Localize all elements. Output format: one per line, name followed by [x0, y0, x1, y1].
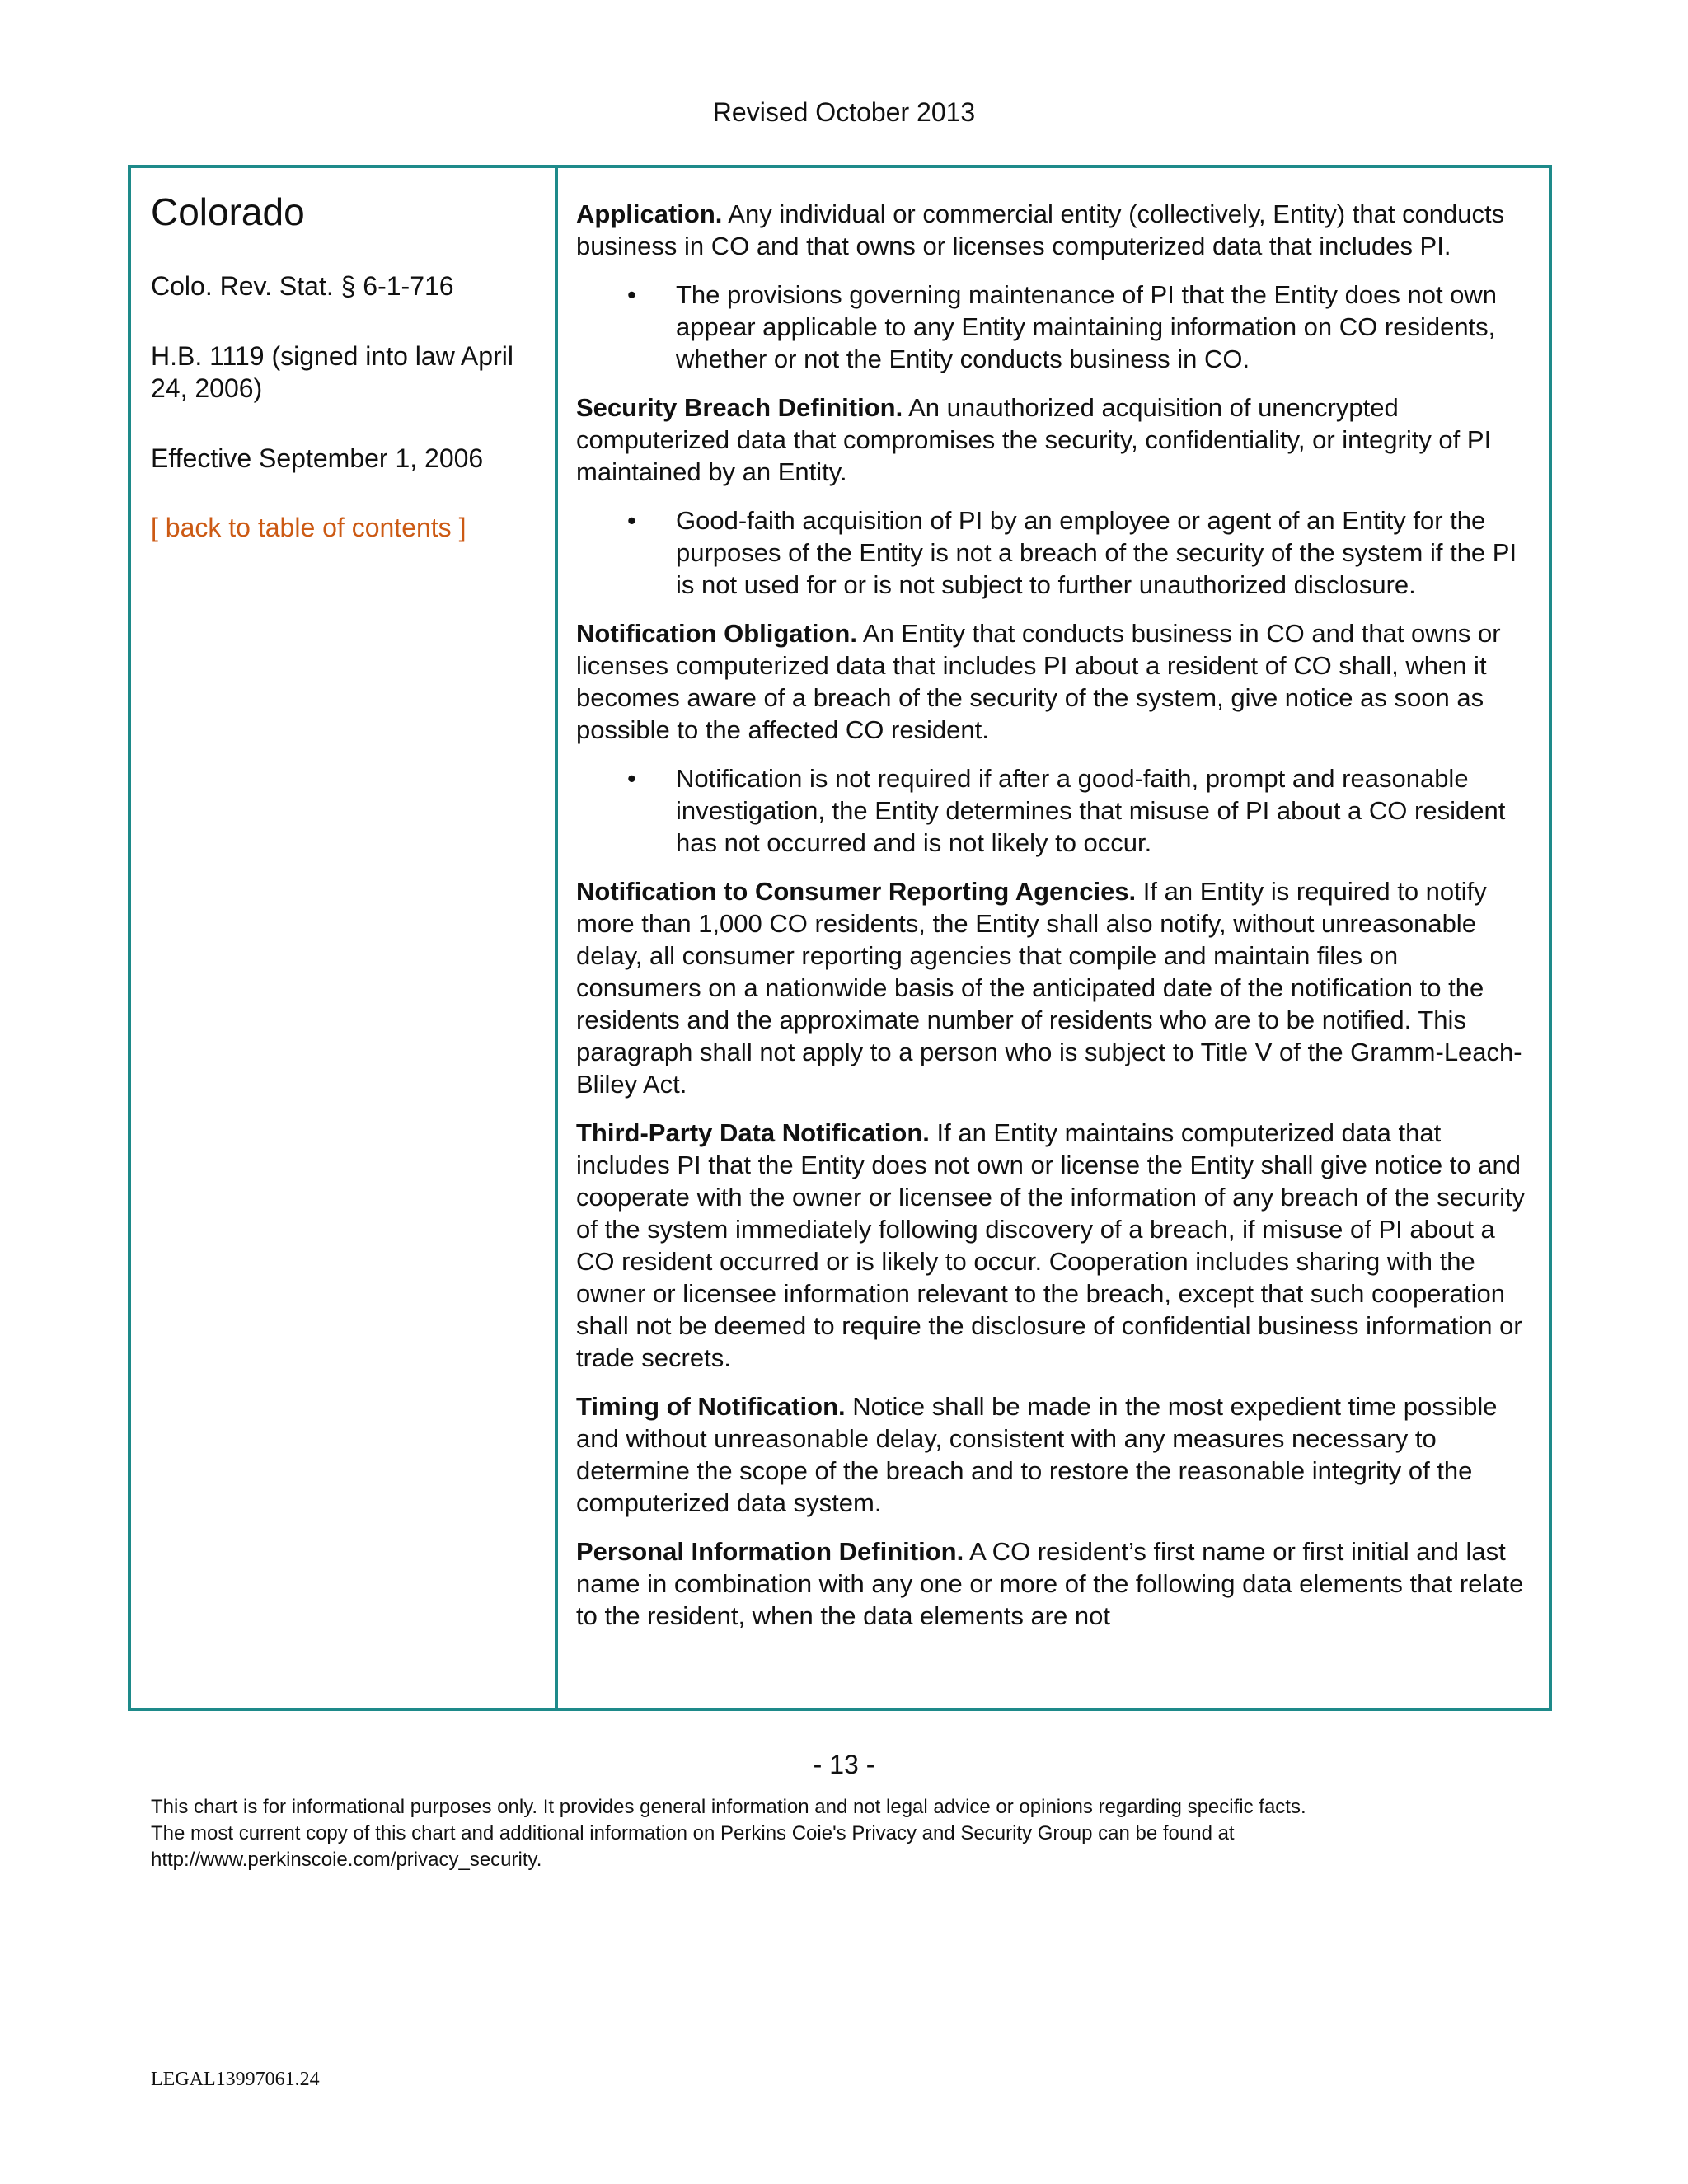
section-heading: Notification to Consumer Reporting Agencies.: [576, 877, 1137, 906]
section-text: An Entity that conducts business in CO and that owns or licenses computerized data that includes PI about a resident of CO shall, when it becomes aware of a breach of the security of the system, give notice as soon as possible to the affected CO resident.: [576, 619, 1501, 744]
third-party-section: [576, 1117, 1529, 1374]
section-heading: Third-Party Data Notification.: [576, 1118, 930, 1147]
notification-obligation-section: [576, 617, 1529, 746]
state-table: [128, 165, 1552, 1711]
section-text: An unauthorized acquisition of unencrypted computerized data that compromises the security, confidentiality, or integrity of PI maintained by an Entity.: [576, 393, 1492, 486]
breach-definition-section: [576, 391, 1529, 488]
page-number: - 13 -: [813, 1750, 875, 1779]
footer-url: http://www.perkinscoie.com/privacy_security.: [151, 1849, 542, 1871]
section-text: If an Entity maintains computerized data that includes PI that the Entity does not own or license the Entity shall give notice to and cooperate with the owner or licensee of the information of any breach of the security of the system immediately following discovery of a breach, if misuse of PI about a CO resident occurred or is likely to occur. Cooperation includes sharing with the owner or licensee information relevant to the breach, except that such cooperation shall not be deemed to require the disclosure of confidential business information or trade secrets.: [576, 1118, 1526, 1372]
bullet-icon: •: [627, 280, 636, 309]
consumer-agencies-section: [576, 875, 1529, 1100]
revision-header: Revised October 2013: [712, 97, 976, 127]
footer-disclaimer: [151, 1794, 1601, 1873]
list-item: [576, 504, 1529, 601]
back-to-toc-link[interactable]: [ back to table of contents ]: [151, 513, 467, 542]
section-text: Any individual or commercial entity (collectively, Entity) that conducts business in CO and that owns or licenses computerized data that includes PI.: [576, 199, 1505, 260]
bullet-icon: •: [627, 506, 636, 535]
section-text: Notice shall be made in the most expedient time possible and without unreasonable delay, consistent with any measures necessary to determine the scope of the breach and to restore the reasonable integrity of the computerized data system.: [576, 1392, 1498, 1517]
section-text: If an Entity is required to notify more than 1,000 CO residents, the Entity shall also notify, without unreasonable delay, all consumer reporting agencies that compile and maintain files on consumers on a nationwide basis of the anticipated date of the notification to the residents and the approximate number of residents who are to be notified. This paragraph shall not apply to a person who is subject to Title V of the Gramm-Leach-Bliley Act.: [576, 877, 1522, 1099]
pi-definition-section: [576, 1535, 1529, 1632]
bullet-text: Good-faith acquisition of PI by an employee or agent of an Entity for the purposes of the Entity is not a breach of the security of the system if the PI is not used for or is not subject to further unauthorized disclosure.: [676, 506, 1517, 599]
bullet-text: The provisions governing maintenance of PI that the Entity does not own appear applicable to any Entity maintaining information on CO residents, whether or not the Entity conducts business in CO.: [676, 280, 1498, 373]
list-item: [576, 762, 1529, 859]
footer-line: This chart is for informational purposes only. It provides general information and not legal advice or opinions regarding specific facts.: [151, 1796, 1306, 1818]
document-id: LEGAL13997061.24: [151, 2069, 320, 2090]
section-heading: Security Breach Definition.: [576, 393, 903, 422]
section-heading: Timing of Notification.: [576, 1392, 846, 1421]
bullet-icon: •: [627, 764, 636, 793]
section-heading: Application.: [576, 199, 723, 228]
statute-citation: Colo. Rev. Stat. § 6-1-716: [151, 271, 454, 301]
section-text: A CO resident’s first name or first initial and last name in combination with any one or more of the following data elements that relate to the resident, when the data elements are not: [576, 1537, 1524, 1630]
bill-citation: H.B. 1119 (signed into law April 24, 2006): [151, 341, 513, 403]
section-heading: Personal Information Definition.: [576, 1537, 964, 1566]
application-section: [576, 198, 1529, 262]
state-info-column: [131, 168, 558, 1708]
timing-section: [576, 1390, 1529, 1519]
bullet-text: Notification is not required if after a good-faith, prompt and reasonable investigation, the Entity determines that misuse of PI about a CO resident has not occurred and is not likely to occur.: [676, 764, 1506, 857]
state-name: Colorado: [151, 190, 305, 233]
law-details-column: [558, 168, 1549, 1708]
effective-date: Effective September 1, 2006: [151, 443, 484, 473]
footer-line: The most current copy of this chart and additional information on Perkins Coie's Privacy and Security Group can be found at: [151, 1822, 1235, 1844]
section-heading: Notification Obligation.: [576, 619, 857, 648]
list-item: [576, 279, 1529, 375]
